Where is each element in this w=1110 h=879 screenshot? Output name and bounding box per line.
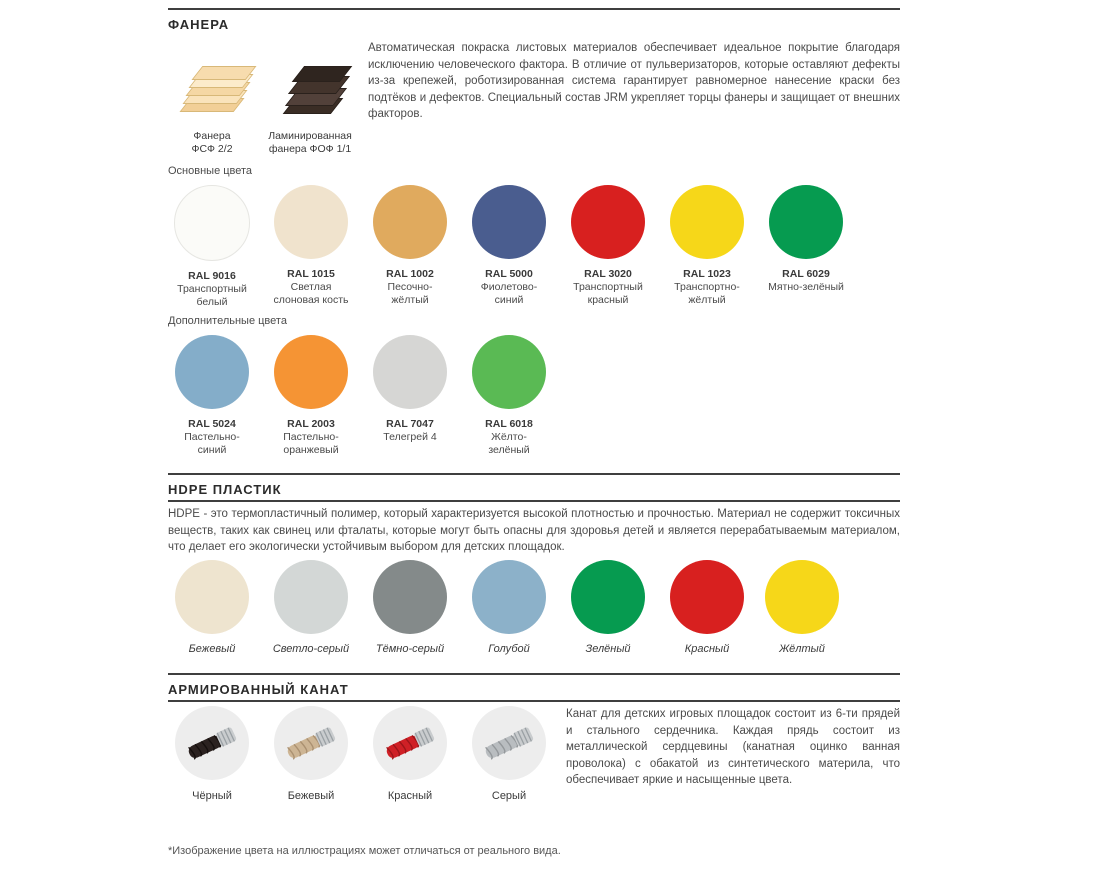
swatch-code: RAL 9016 — [188, 270, 236, 282]
swatch-name-1: Мятно-зелёный — [768, 281, 844, 293]
swatch-name: Зелёный — [585, 643, 631, 655]
swatch-circle — [373, 335, 447, 409]
swatch-code: RAL 1023 — [683, 268, 731, 280]
plywood-stack-icon — [175, 48, 249, 122]
swatch-circle — [373, 560, 447, 634]
swatch-label — [261, 418, 361, 457]
rope-item-black[interactable] — [162, 706, 262, 802]
main-colors-label: Основные цвета — [168, 165, 253, 177]
swatch-name: Тёмно-серый — [375, 643, 445, 655]
swatch-name-2: жёлтый — [688, 294, 726, 306]
divider-hdpe — [168, 500, 900, 502]
swatch-name-1: Жёлто- — [491, 431, 527, 443]
swatch-ral-2003[interactable] — [261, 335, 361, 457]
swatch-ral-6029[interactable] — [756, 185, 856, 294]
section-header-plywood — [168, 8, 900, 34]
swatch-circle — [175, 560, 249, 634]
swatch-name-1: Телегрей 4 — [383, 431, 437, 443]
caption-line-2: ФСФ 2/2 — [191, 143, 233, 155]
section-header-hdpe — [168, 473, 900, 499]
swatch-label — [261, 268, 361, 307]
swatch-label — [756, 268, 856, 294]
swatch-circle — [765, 560, 839, 634]
swatch-name-1: Песочно- — [387, 281, 433, 293]
swatch-label — [162, 270, 262, 309]
rope-item-red[interactable] — [360, 706, 460, 802]
swatch-circle — [571, 185, 645, 259]
swatch-ral-1015[interactable] — [261, 185, 361, 307]
rope-icon — [175, 706, 249, 780]
swatch-label — [261, 643, 361, 656]
swatch-ral-5024[interactable] — [162, 335, 262, 457]
swatch-ral-9016[interactable] — [162, 185, 262, 309]
swatch-label — [558, 268, 658, 307]
swatch-name-1: Фиолетово- — [480, 281, 538, 293]
swatch-name: Голубой — [488, 643, 530, 655]
rope-label: Красный — [387, 790, 433, 802]
caption-line-1: Фанера — [193, 130, 231, 142]
rope-item-grey[interactable] — [459, 706, 559, 802]
swatch-label — [360, 418, 460, 444]
swatch-label — [162, 418, 262, 457]
swatch-name-1: Транспортный — [177, 283, 247, 295]
swatch-circle — [472, 335, 546, 409]
swatch-label — [752, 643, 852, 656]
rope-description: Канат для детских игровых площадок состоит из 6-ти прядей и стального сердечника. Каждая прядь состоит из металлической сердцевины (канатная оцинко ванная проволока) с обакатой из синтетического материла, что обеспечивает яркие и насыщенные цвета. — [566, 708, 900, 786]
swatch-label — [558, 643, 658, 656]
swatch-circle — [274, 335, 348, 409]
plywood-thumb-caption — [160, 130, 264, 156]
hdpe-swatch-yellow[interactable] — [752, 560, 852, 656]
swatch-code: RAL 5000 — [485, 268, 533, 280]
swatch-circle — [274, 560, 348, 634]
hdpe-swatch-blue[interactable] — [459, 560, 559, 656]
hdpe-description: HDPE - это термопластичный полимер, который характеризуется высокой плотностью и прочностью. Материал не содержит токсичных веществ, таких как свинец или фталаты, которые могут быть опасны для здоровья детей и является перерабатываемым материалом, что делает его экологически устойчивым выбором для детских площадок. — [168, 508, 900, 553]
swatch-label — [360, 643, 460, 656]
swatch-code: RAL 2003 — [287, 418, 335, 430]
swatch-circle — [670, 560, 744, 634]
rope-label: Бежевый — [287, 790, 335, 802]
rope-icon — [472, 706, 546, 780]
swatch-name: Светло-серый — [272, 643, 350, 655]
swatch-circle — [373, 185, 447, 259]
rope-label: Чёрный — [192, 790, 232, 802]
section-title-rope: АРМИРОВАННЫЙ КАНАТ — [168, 682, 349, 697]
swatch-name-2: белый — [196, 296, 228, 308]
swatch-code: RAL 1015 — [287, 268, 335, 280]
swatch-ral-7047[interactable] — [360, 335, 460, 444]
swatch-circle — [274, 185, 348, 259]
section-header-rope — [168, 673, 900, 699]
swatch-name-2: синий — [494, 294, 524, 306]
swatch-name: Бежевый — [188, 643, 236, 655]
swatch-name-2: жёлтый — [391, 294, 429, 306]
hdpe-swatch-green[interactable] — [558, 560, 658, 656]
swatch-label — [657, 268, 757, 307]
hdpe-swatch-light-grey[interactable] — [261, 560, 361, 656]
swatch-code: RAL 3020 — [584, 268, 632, 280]
swatch-label — [162, 643, 262, 656]
swatch-label — [459, 643, 559, 656]
swatch-label — [459, 418, 559, 457]
swatch-code: RAL 1002 — [386, 268, 434, 280]
swatch-name-1: Транспортно- — [674, 281, 740, 293]
hdpe-swatch-beige[interactable] — [162, 560, 262, 656]
laminated-plywood-icon — [273, 48, 347, 122]
swatch-name-1: Транспортный — [573, 281, 643, 293]
plywood-description: Автоматическая покраска листовых материалов обеспечивает идеальное покрытие благодаря исключению человеческого фактора. В отличие от пульверизаторов, которые оставляют дефекты из-за крепежей, роботизированная система гарантирует равномерное нанесение краски без подтёков и дефектов. Специальный состав JRM укрепляет торцы фанеры и защищает от внешних факторов. — [368, 42, 900, 120]
swatch-circle — [670, 185, 744, 259]
swatch-ral-1023[interactable] — [657, 185, 757, 307]
swatch-code: RAL 7047 — [386, 418, 434, 430]
swatch-name-1: Пастельно- — [283, 431, 339, 443]
swatch-code: RAL 5024 — [188, 418, 236, 430]
laminated-thumb-caption — [258, 130, 362, 156]
swatch-name-2: зелёный — [488, 444, 530, 456]
extra-colors-label: Дополнительные цвета — [168, 315, 287, 327]
rope-item-beige[interactable] — [261, 706, 361, 802]
swatch-label — [360, 268, 460, 307]
swatch-ral-3020[interactable] — [558, 185, 658, 307]
swatch-circle — [174, 185, 250, 261]
rope-label: Серый — [491, 790, 527, 802]
hdpe-swatch-dark-grey[interactable] — [360, 560, 460, 656]
hdpe-swatch-red[interactable] — [657, 560, 757, 656]
divider-rope — [168, 700, 900, 702]
swatch-code: RAL 6029 — [782, 268, 830, 280]
swatch-circle — [571, 560, 645, 634]
swatch-circle — [175, 335, 249, 409]
swatch-ral-6018[interactable] — [459, 335, 559, 457]
swatch-ral-1002[interactable] — [360, 185, 460, 307]
swatch-circle — [472, 185, 546, 259]
swatch-name-2: красный — [587, 294, 629, 306]
swatch-label — [459, 268, 559, 307]
swatch-name: Красный — [684, 643, 730, 655]
swatch-ral-5000[interactable] — [459, 185, 559, 307]
plywood-thumb-fsf — [160, 48, 264, 156]
swatch-name-1: Светлая — [290, 281, 332, 293]
swatch-circle — [769, 185, 843, 259]
caption-line-1: Ламинированная — [268, 130, 352, 142]
rope-icon — [373, 706, 447, 780]
section-title-hdpe: HDPE ПЛАСТИК — [168, 482, 282, 497]
swatch-label — [657, 643, 757, 656]
swatch-name-2: оранжевый — [283, 444, 339, 456]
section-title-plywood: ФАНЕРА — [168, 17, 230, 32]
footnote: *Изображение цвета на иллюстрациях может отличаться от реального вида. — [168, 845, 561, 857]
rope-icon — [274, 706, 348, 780]
swatch-circle — [472, 560, 546, 634]
swatch-name: Жёлтый — [779, 643, 825, 655]
swatch-name-2: слоновая кость — [273, 294, 349, 306]
swatch-code: RAL 6018 — [485, 418, 533, 430]
caption-line-2: фанера ФОФ 1/1 — [268, 143, 352, 155]
plywood-thumb-fof — [258, 48, 362, 156]
swatch-name-1: Пастельно- — [184, 431, 240, 443]
swatch-name-2: синий — [197, 444, 227, 456]
